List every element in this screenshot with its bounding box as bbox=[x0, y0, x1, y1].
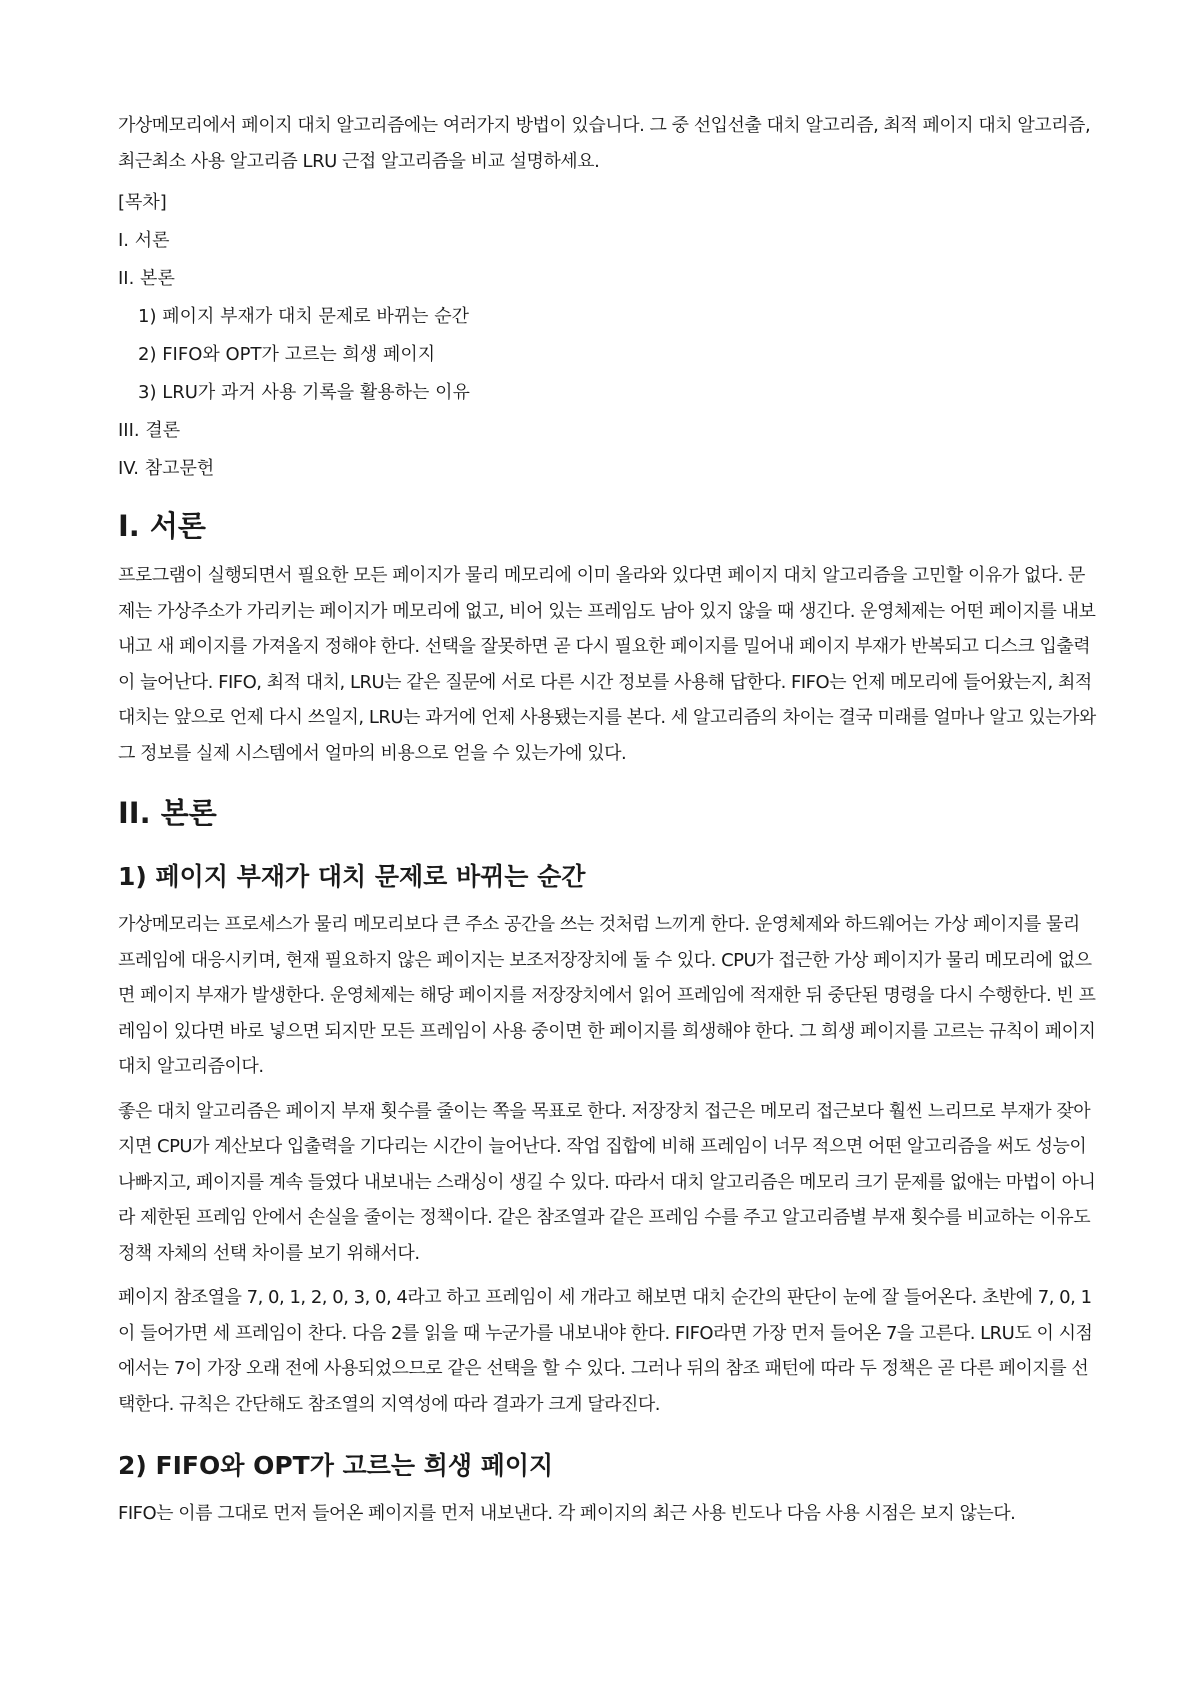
toc-item-conclusion: III. 결론 bbox=[118, 420, 181, 441]
intro-heading: I. 서론 bbox=[118, 509, 206, 543]
question-paragraph: 가상메모리에서 페이지 대치 알고리즘에는 여러가지 방법이 있습니다. 그 중 선입선출 대치 알고리즘, 최적 페이지 대치 알고리즘, 최근최소 사용 알고리즘 LRU 근접 알고리즘을 비교 설명하세요. bbox=[118, 115, 1091, 172]
toc-item-references: IV. 참고문헌 bbox=[118, 458, 215, 479]
subsection-2-heading: 2) FIFO와 OPT가 고르는 희생 페이지 bbox=[118, 1451, 554, 1480]
toc-title: [목차] bbox=[118, 192, 167, 213]
subsection-1-heading: 1) 페이지 부재가 대치 문제로 바뀌는 순간 bbox=[118, 862, 586, 891]
body-heading: II. 본론 bbox=[118, 796, 217, 830]
subsection-1-paragraph-2: 좋은 대치 알고리즘은 페이지 부재 횟수를 줄이는 쪽을 목표로 한다. 저장장치 접근은 메모리 접근보다 훨씬 느리므로 부재가 잦아지면 CPU가 계산보다 입출력을 기다리는 시간이 늘어난다. 작업 집합에 비해 프레임이 너무 적으면 어떤 알고리즘을 써도 성능이 나빠지고, 페이지를 계속 들였다 내보내는 스래싱이 생길 수 있다. 따라서 대치 알고리즘은 메모리 크기 문제를 없애는 마법이 아니라 제한된 프레임 안에서 손실을 줄이는 정책이다. 같은 참조열과 같은 프레임 수를 주고 알고리즘별 부재 횟수를 비교하는 이유도 정책 자체의 선택 차이를 보기 위해서다. bbox=[118, 1100, 1096, 1264]
subsection-1-paragraph-3: 페이지 참조열을 7, 0, 1, 2, 0, 3, 0, 4라고 하고 프레임이 세 개라고 해보면 대치 순간의 판단이 눈에 잘 들어온다. 초반에 7, 0, 1이 들어가면 세 프레임이 찬다. 다음 2를 읽을 때 누군가를 내보내야 한다. FIFO라면 가장 먼저 들어온 7을 고른다. LRU도 이 시점에서는 7이 가장 오래 전에 사용되었으므로 같은 선택을 할 수 있다. 그러나 뒤의 참조 패턴에 따라 두 정책은 곧 다른 페이지를 선택한다. 규칙은 간단해도 참조열의 지역성에 따라 결과가 크게 달라진다. bbox=[118, 1287, 1093, 1415]
toc-subitem-2: 2) FIFO와 OPT가 고르는 희생 페이지 bbox=[138, 344, 436, 365]
subsection-2-paragraph-1: FIFO는 이름 그대로 먼저 들어온 페이지를 먼저 내보낸다. 각 페이지의 최근 사용 빈도나 다음 사용 시점은 보지 않는다. bbox=[118, 1503, 1016, 1524]
table-of-contents bbox=[118, 188, 1100, 484]
toc-item-body: II. 본론 bbox=[118, 268, 175, 289]
toc-subitem-1: 1) 페이지 부재가 대치 문제로 바뀌는 순간 bbox=[138, 306, 470, 327]
toc-subitem-3: 3) LRU가 과거 사용 기록을 활용하는 이유 bbox=[138, 382, 470, 403]
subsection-1-paragraph-1: 가상메모리는 프로세스가 물리 메모리보다 큰 주소 공간을 쓰는 것처럼 느끼게 한다. 운영체제와 하드웨어는 가상 페이지를 물리 프레임에 대응시키며, 현재 필요하지 않은 페이지는 보조저장장치에 둘 수 있다. CPU가 접근한 가상 페이지가 물리 메모리에 없으면 페이지 부재가 발생한다. 운영체제는 해당 페이지를 저장장치에서 읽어 프레임에 적재한 뒤 중단된 명령을 다시 수행한다. 빈 프레임이 있다면 바로 넣으면 되지만 모든 프레임이 사용 중이면 한 페이지를 희생해야 한다. 그 희생 페이지를 고르는 규칙이 페이지 대치 알고리즘이다. bbox=[118, 914, 1096, 1077]
intro-paragraph: 프로그램이 실행되면서 필요한 모든 페이지가 물리 메모리에 이미 올라와 있다면 페이지 대치 알고리즘을 고민할 이유가 없다. 문제는 가상주소가 가리키는 페이지가 메모리에 없고, 비어 있는 프레임도 남아 있지 않을 때 생긴다. 운영체제는 어떤 페이지를 내보내고 새 페이지를 가져올지 정해야 한다. 선택을 잘못하면 곧 다시 필요한 페이지를 밀어내 페이지 부재가 반복되고 디스크 입출력이 늘어난다. FIFO, 최적 대치, LRU는 같은 질문에 서로 다른 시간 정보를 사용해 답한다. FIFO는 언제 메모리에 들어왔는지, 최적 대치는 앞으로 언제 다시 쓰일지, LRU는 과거에 언제 사용됐는지를 본다. 세 알고리즘의 차이는 결국 미래를 얼마나 알고 있는가와 그 정보를 실제 시스템에서 얼마의 비용으로 얻을 수 있는가에 있다. bbox=[118, 565, 1096, 764]
toc-item-intro: I. 서론 bbox=[118, 230, 170, 251]
